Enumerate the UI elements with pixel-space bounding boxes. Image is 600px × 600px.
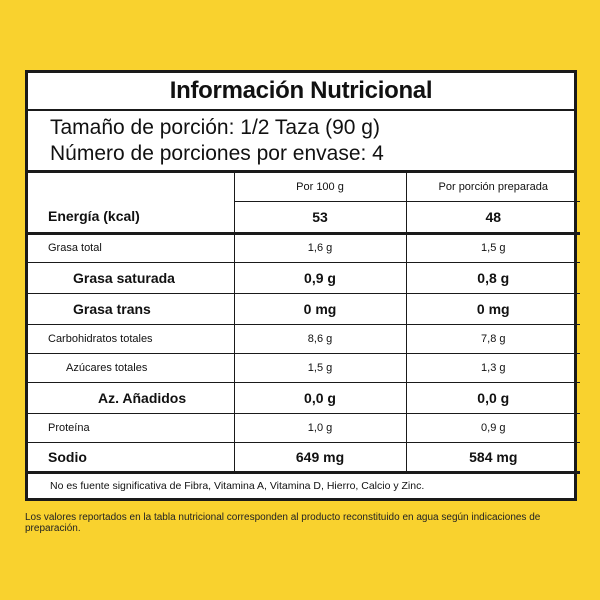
row-label: Proteína [28, 413, 234, 442]
label-title: Información Nutricional [28, 73, 574, 111]
row-value-per-100g: 0 mg [234, 293, 406, 324]
table-row-added-sugars [28, 382, 580, 413]
row-value-per-portion: 0 mg [406, 293, 580, 324]
column-header-per-100g: Por 100 g [234, 173, 406, 201]
table-header-row [28, 173, 580, 201]
table-row-total-sugars [28, 353, 580, 382]
table-row-protein [28, 413, 580, 442]
row-label: Az. Añadidos [28, 382, 234, 413]
row-value-per-portion: 48 [406, 201, 580, 233]
table-row-trans-fat [28, 293, 580, 324]
row-value-per-100g: 1,0 g [234, 413, 406, 442]
row-value-per-portion: 0,0 g [406, 382, 580, 413]
table-row-energy [28, 201, 580, 233]
table-row-total-fat [28, 233, 580, 262]
row-value-per-portion: 0,8 g [406, 262, 580, 293]
table-row-saturated-fat [28, 262, 580, 293]
row-value-per-portion: 1,3 g [406, 353, 580, 382]
row-value-per-portion: 1,5 g [406, 233, 580, 262]
footer-disclaimer: Los valores reportados en la tabla nutricional corresponden al producto reconstituido en agua según indicaciones de preparación. [25, 512, 541, 534]
row-label: Energía (kcal) [28, 201, 234, 233]
label-note: No es fuente significativa de Fibra, Vitamina A, Vitamina D, Hierro, Calcio y Zinc. [50, 479, 425, 492]
row-label: Grasa total [28, 233, 234, 262]
serving-info [28, 111, 574, 173]
row-value-per-100g: 1,6 g [234, 233, 406, 262]
row-value-per-100g: 0,0 g [234, 382, 406, 413]
header-empty-cell [28, 173, 234, 201]
table-row-carbohydrates [28, 324, 580, 353]
nutrition-label [25, 70, 577, 501]
row-label: Carbohidratos totales [28, 324, 234, 353]
row-label: Azúcares totales [28, 353, 234, 382]
row-value-per-100g: 649 mg [234, 442, 406, 472]
row-value-per-portion: 7,8 g [406, 324, 580, 353]
nutrition-table [28, 173, 580, 474]
row-label: Grasa saturada [28, 262, 234, 293]
serving-size: Tamaño de porción: 1/2 Taza (90 g) [50, 116, 380, 139]
row-value-per-100g: 1,5 g [234, 353, 406, 382]
row-value-per-100g: 53 [234, 201, 406, 233]
servings-per-container: Número de porciones por envase: 4 [50, 142, 384, 165]
row-label: Sodio [28, 442, 234, 472]
row-value-per-100g: 8,6 g [234, 324, 406, 353]
table-row-sodium [28, 442, 580, 472]
row-label: Grasa trans [28, 293, 234, 324]
row-value-per-100g: 0,9 g [234, 262, 406, 293]
column-header-per-portion: Por porción preparada [406, 173, 580, 201]
row-value-per-portion: 0,9 g [406, 413, 580, 442]
row-value-per-portion: 584 mg [406, 442, 580, 472]
